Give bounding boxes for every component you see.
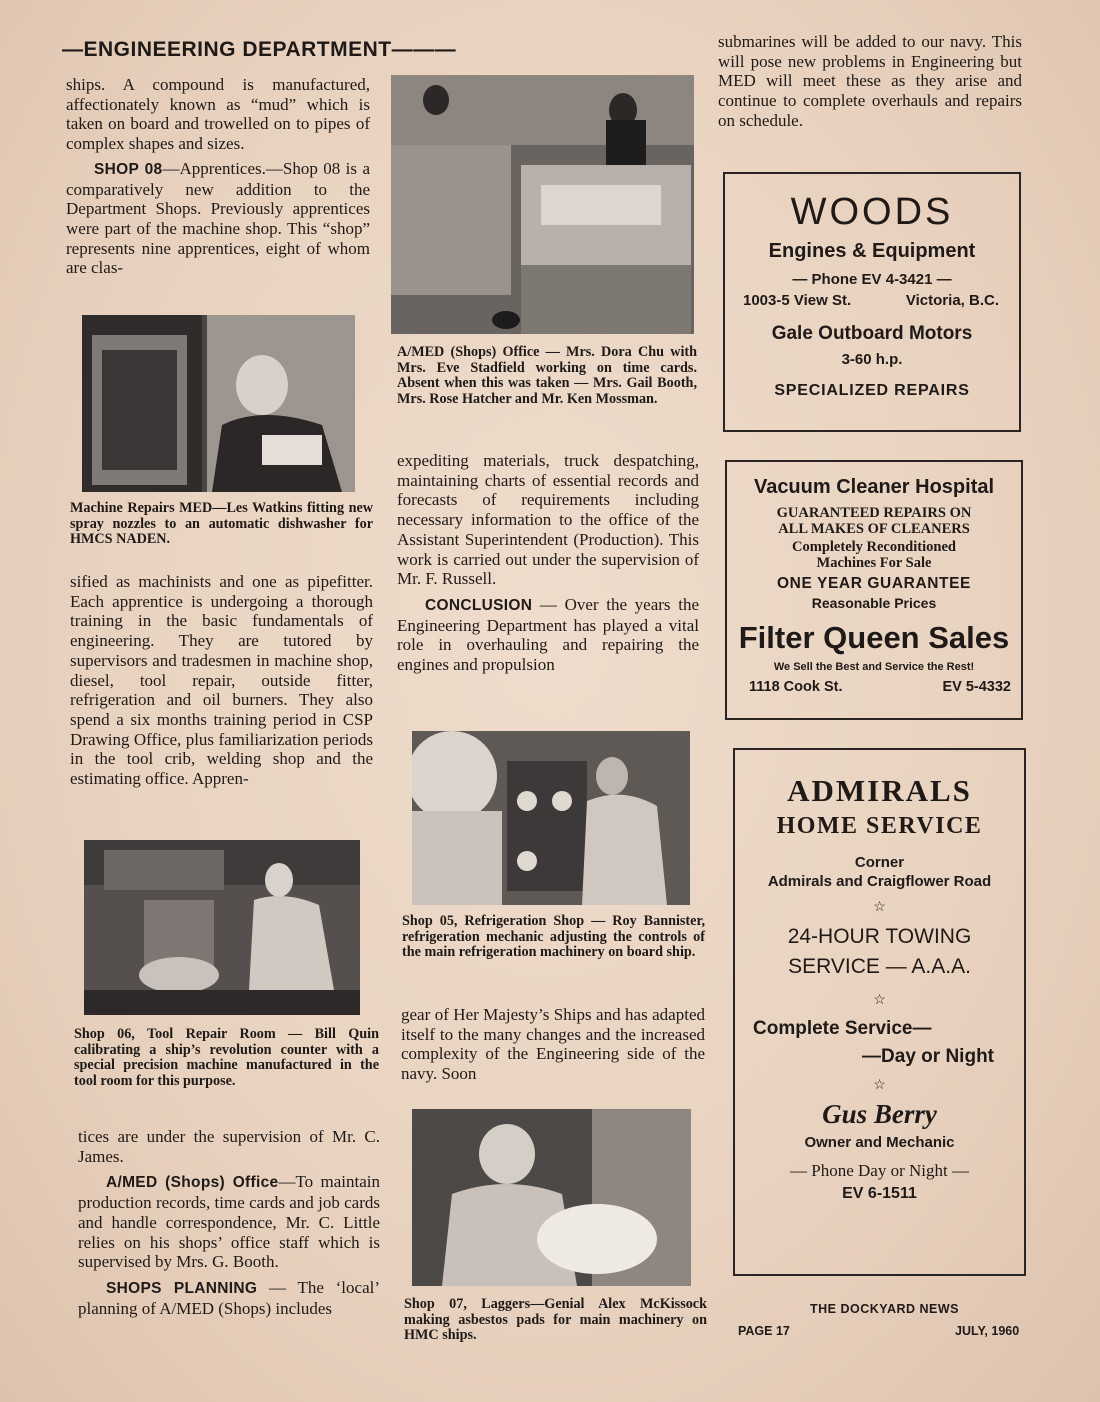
ad-admirals-owner: Gus Berry [822, 1099, 937, 1129]
footer-date: JULY, 1960 [955, 1324, 1020, 1338]
ad-admirals-phone-label: — Phone Day or Night — [790, 1161, 969, 1180]
ad-woods-address-row: 1003-5 View St. Victoria, B.C. [743, 292, 999, 309]
ad-woods [723, 172, 1021, 432]
col1-block1 [66, 75, 370, 278]
photo-shops-office [391, 75, 694, 334]
photo-machine-repairs [82, 315, 355, 492]
col1-block2 [70, 572, 373, 789]
ad-admirals-complete1: Complete Service— [753, 1018, 932, 1039]
ad-vacuum-address-row: 1118 Cook St. EV 5-4332 [749, 679, 1011, 695]
ad-admirals-owner-role: Owner and Mechanic [804, 1134, 955, 1151]
footer-publication: THE DOCKYARD NEWS [810, 1302, 960, 1316]
paragraph: tices are under the supervision of Mr. C. James. [78, 1127, 380, 1166]
ad-vacuum-l4: Machines For Sale [816, 555, 932, 571]
paragraph: submarines will be added to our navy. This will pose new problems in Engineering but MED will meet these as they arise and continue to complete overhauls and repairs on schedule. [718, 32, 1022, 130]
ad-admirals-towing2: SERVICE — A.A.A. [788, 955, 971, 978]
ad-vacuum-l2: ALL MAKES OF CLEANERS [778, 521, 970, 537]
ad-woods-phone: — Phone EV 4-3421 — [792, 271, 952, 288]
photo-refrigeration-shop [412, 731, 690, 905]
ad-admirals-phone: EV 6-1511 [842, 1185, 917, 1202]
ad-admirals-road: Admirals and Craigflower Road [767, 873, 992, 890]
shop08-heading: SHOP 08 [94, 160, 163, 178]
ad-woods-line2: Gale Outboard Motors [771, 323, 973, 344]
col2-block1 [397, 451, 699, 675]
col3-block1 [718, 32, 1022, 131]
star-icon: ☆ [873, 1076, 886, 1092]
caption-shop05: Shop 05, Refrigeration Shop — Roy Bannister, refrigeration mechanic adjusting the controls of the main refrigeration machinery on board ship. [402, 913, 705, 961]
paragraph-conclusion: CONCLUSION — Over the years the Engineering Department has played a vital role in overhauling and repairing the engines and propulsion [397, 594, 699, 675]
ad-admirals-title1: ADMIRALS [787, 773, 972, 808]
ad-admirals-complete2: —Day or Night [862, 1046, 994, 1067]
ad-woods-hp: 3-60 h.p. [841, 351, 903, 368]
paragraph: sified as machinists and one as pipefitter. Each apprentice is undergoing a thorough training in the basic fundamentals of engineering. They are tutored by supervisors and tradesmen in machine shop, diesel, tool repair, outside fitter, refrigeration and oil burners. They also spend a six months training period in CSP Drawing Office, plus familiarization periods in the tool crib, welding shop and the estimating office. Appren- [70, 572, 373, 789]
ad-admirals-corner: Corner [854, 854, 905, 871]
amed-heading: A/MED (Shops) Office [106, 1174, 279, 1192]
paragraph-planning: SHOPS PLANNING — The ‘local’ planning of A/MED (Shops) includes [78, 1277, 381, 1318]
caption-shop06: Shop 06, Tool Repair Room — Bill Quin calibrating a ship’s revolution counter with a special precision machine manufactured in the tool room for this purpose. [74, 1026, 379, 1089]
ad-woods-line3: SPECIALIZED REPAIRS [774, 382, 970, 399]
col2-block2 [401, 1005, 705, 1084]
col1-block3 [78, 1127, 380, 1318]
ad-vacuum-l5: ONE YEAR GUARANTEE [777, 575, 971, 592]
ad-admirals-title2: HOME SERVICE [776, 813, 983, 839]
ad-vacuum-l1: GUARANTEED REPAIRS ON [776, 505, 972, 521]
ad-vacuum [725, 460, 1023, 720]
paragraph: ships. A compound is manufactured, affectionately known as “mud” which is taken on board and trowelled on to pipes of complex shapes and sizes. [66, 75, 370, 154]
paragraph-shop08: SHOP 08—Apprentices.—Shop 08 is a comparatively new addition to the Department Shops. Previously apprentices were part of the machine shop. This “shop” represents nine apprentices, eight of whom are clas- [66, 158, 370, 278]
ad-vacuum-slogan: We Sell the Best and Service the Rest! [773, 661, 975, 673]
paragraph: gear of Her Majesty’s Ships and has adapted itself to the many changes and the increased complexity of the Engineering side of the navy. Soon [401, 1005, 705, 1084]
ad-admirals-towing1: 24-HOUR TOWING [787, 925, 972, 948]
caption-shop07: Shop 07, Laggers—Genial Alex McKissock making asbestos pads for main machinery on HMC ships. [404, 1296, 707, 1344]
ad-admirals [733, 748, 1026, 1276]
caption-machine-repairs: Machine Repairs MED—Les Watkins fitting new spray nozzles to an automatic dishwasher for HMCS NADEN. [70, 500, 373, 548]
footer-page: PAGE 17 [738, 1324, 790, 1338]
star-icon: ☆ [873, 991, 886, 1007]
conclusion-heading: CONCLUSION [425, 596, 533, 614]
ad-vacuum-l6: Reasonable Prices [811, 595, 937, 611]
paragraph: expediting materials, truck despatching, maintaining charts of essential records and forecasts of requirements including necessary information to the office of the Assistant Superintendent (Production). This work is carried out under the supervision of Mr. F. Russell. [397, 451, 699, 589]
ad-woods-name: WOODS [790, 191, 954, 233]
ad-vacuum-l3: Completely Reconditioned [792, 539, 956, 555]
section-header: —ENGINEERING DEPARTMENT——— [62, 38, 457, 61]
paragraph-amed: A/MED (Shops) Office—To maintain production records, time cards and job cards and handle correspondence, Mr. C. Little relies on his shops’ office staff which is supervised by Mrs. G. Booth. [78, 1172, 380, 1272]
ad-vacuum-title: Vacuum Cleaner Hospital [753, 476, 995, 498]
photo-tool-repair [84, 840, 360, 1015]
photo-laggers [412, 1109, 691, 1286]
ad-vacuum-brand: Filter Queen Sales [738, 620, 1010, 655]
ad-woods-line1: Engines & Equipment [768, 240, 976, 262]
caption-shops-office: A/MED (Shops) Office — Mrs. Dora Chu with Mrs. Eve Stadfield working on time cards. Absent when this was taken — Mrs. Gail Booth, Mrs. Rose Hatcher and Mr. Ken Mossman. [397, 344, 697, 407]
star-icon: ☆ [873, 898, 886, 914]
planning-heading: SHOPS PLANNING [106, 1279, 258, 1297]
